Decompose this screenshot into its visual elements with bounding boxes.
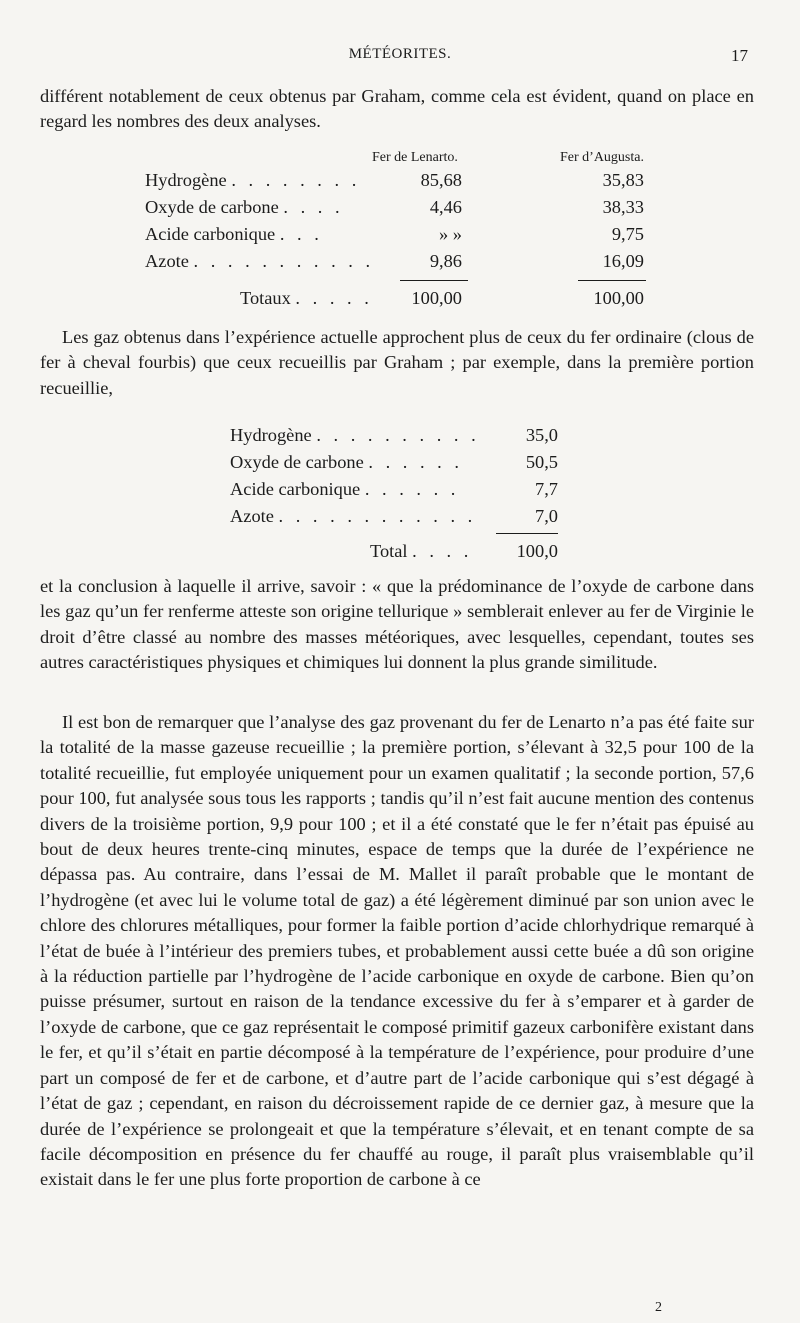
total-value-augusta: 100,00	[593, 288, 644, 308]
row-value: 7,7	[535, 479, 558, 499]
row-value-lenarto: 85,68	[420, 170, 462, 190]
paragraph-2: Les gaz obtenus dans l’expérience actuelle approchent plus de ceux du fer ordinaire (clous de fer à cheval fourbis) que ceux recueillis par Graham ; par exemple, dans la première portion recueillie,	[40, 327, 754, 398]
row-value: 35,0	[525, 425, 558, 445]
row-value-augusta: 9,75	[611, 224, 644, 244]
row-value-lenarto: 9,86	[429, 251, 462, 271]
row-label	[145, 251, 374, 272]
running-header	[0, 42, 800, 68]
row-label	[230, 452, 463, 473]
row-label	[230, 506, 476, 527]
leader-dots: . . . .	[283, 197, 344, 217]
row-value-augusta: 38,33	[602, 197, 644, 217]
row-label	[230, 479, 459, 500]
leader-dots: . . . . . . . . . .	[316, 425, 480, 445]
sum-rule-lenarto	[400, 280, 468, 281]
sum-rule-augusta	[578, 280, 646, 281]
gas-comparison-table	[0, 150, 800, 320]
column-header-lenarto: Fer de Lenarto.	[372, 150, 458, 165]
paragraph-4: Il est bon de remarquer que l’analyse des gaz provenant du fer de Lenarto n’a pas été faite sur la totalité de la masse gazeuse recueillie ; la première portion, s’élevant à 32,5 pour 100 de la totalité recueillie, fut employée uniquement pour un examen qualitatif ; la seconde portion, 57,6 pour 100, fut analysée sous tous les rapports ; tandis qu’il n’est fait aucune mention des contenus divers de la troisième portion, 9,9 pour 100 ; et il a été constaté que le fer n’était pas épuisé au bout de deux heures trente-cinq minutes, espace de temps que la durée de l’expérience ne dépassa pas. Au contraire, dans l’essai de M. Mallet il paraît probable que le montant de l’hydrogène (et avec lui le volume total de gaz) a été légèrement diminué par son union avec le chlore des chlorures métalliques, pour former la faible portion d’acide chlorhydrique remarqué à l’état de buée à l’intérieur des premiers tubes, et probablement aussi cette buée a dû son origine à la réduction partielle par l’hydrogène de l’acide carbonique en oxyde de carbone. Bien qu’on puisse présumer, surtout en raison de la tendance excessive du fer à s’emparer et à garder de l’oxyde de carbone, que ce gaz représentait le composé primitif gazeux carbonifère existant dans le fer, et qu’il s’était en partie décomposé à la température de l’expérience, pour produire d’une part un composé de fer et de carbone, et d’autre part de l’acide carbonique qui s’est dégagé à l’état de gaz ; cependant, en raison du décroissement rapide de ce dernier gaz, à mesure que la durée de l’expérience se prolongeait et que la température s’élevait, et en tenant compte de sa facile décomposition en présence du fer chauffé au rouge, il paraît plus vraisemblable qu’il existait dans le fer une plus forte proportion de carbone à ce	[40, 712, 754, 1190]
leader-dots: . . .	[279, 224, 323, 244]
total-label-text: Total	[370, 541, 408, 561]
total-label-text: Totaux	[240, 288, 291, 308]
signature-mark: 2	[655, 1300, 662, 1315]
row-label	[145, 197, 344, 218]
leader-dots: . . . . . .	[368, 452, 463, 472]
leader-dots: . . . . . . . . . . . .	[278, 506, 477, 526]
row-value-augusta: 35,83	[602, 170, 644, 190]
row-value-lenarto: 4,46	[429, 197, 462, 217]
leader-dots: . . . . . . . . . . .	[193, 251, 375, 271]
row-label-text: Acide carbonique	[230, 479, 361, 499]
leader-dots: . . . .	[412, 541, 473, 561]
row-label-text: Hydrogène	[145, 170, 227, 190]
row-value: 50,5	[525, 452, 558, 472]
row-label-text: Azote	[145, 251, 189, 271]
row-label	[145, 170, 360, 191]
row-label-text: Oxyde de carbone	[145, 197, 279, 217]
running-title: MÉTÉORITES.	[348, 46, 452, 62]
sum-rule	[496, 533, 558, 534]
row-value: 7,0	[535, 506, 558, 526]
column-header-augusta: Fer d’Augusta.	[560, 150, 644, 165]
total-row-label	[240, 288, 373, 309]
paragraph-3: et la conclusion à laquelle il arrive, savoir : « que la prédominance de l’oxyde de carbone dans les gaz qu’un fer renferme atteste son origine tellurique » semblerait enlever au fer de Virginie le droit d’être classé au nombre des masses météoriques, avec lesquelles, cependant, toutes ses autres caractéristiques physiques et chimiques lui donnent la plus grande similitude.	[40, 576, 754, 673]
total-value: 100,0	[516, 541, 558, 561]
page-number: 17	[731, 46, 748, 65]
row-value-augusta: 16,09	[602, 251, 644, 271]
total-value-lenarto: 100,00	[411, 288, 462, 308]
leader-dots: . . . . . .	[364, 479, 460, 499]
row-label-text: Acide carbonique	[145, 224, 276, 244]
row-label-text: Oxyde de carbone	[230, 452, 364, 472]
paragraph-1: différent notablement de ceux obtenus par Graham, comme cela est évident, quand on place en regard les nombres des deux analyses.	[40, 86, 754, 132]
row-label	[145, 224, 323, 245]
row-value-lenarto: » »	[439, 224, 462, 244]
row-label-text: Azote	[230, 506, 274, 526]
leader-dots: . . . . .	[295, 288, 373, 308]
total-row-label	[370, 541, 472, 562]
row-label	[230, 425, 480, 446]
row-label-text: Hydrogène	[230, 425, 312, 445]
leader-dots: . . . . . . . .	[231, 170, 361, 190]
first-portion-table	[0, 425, 800, 570]
